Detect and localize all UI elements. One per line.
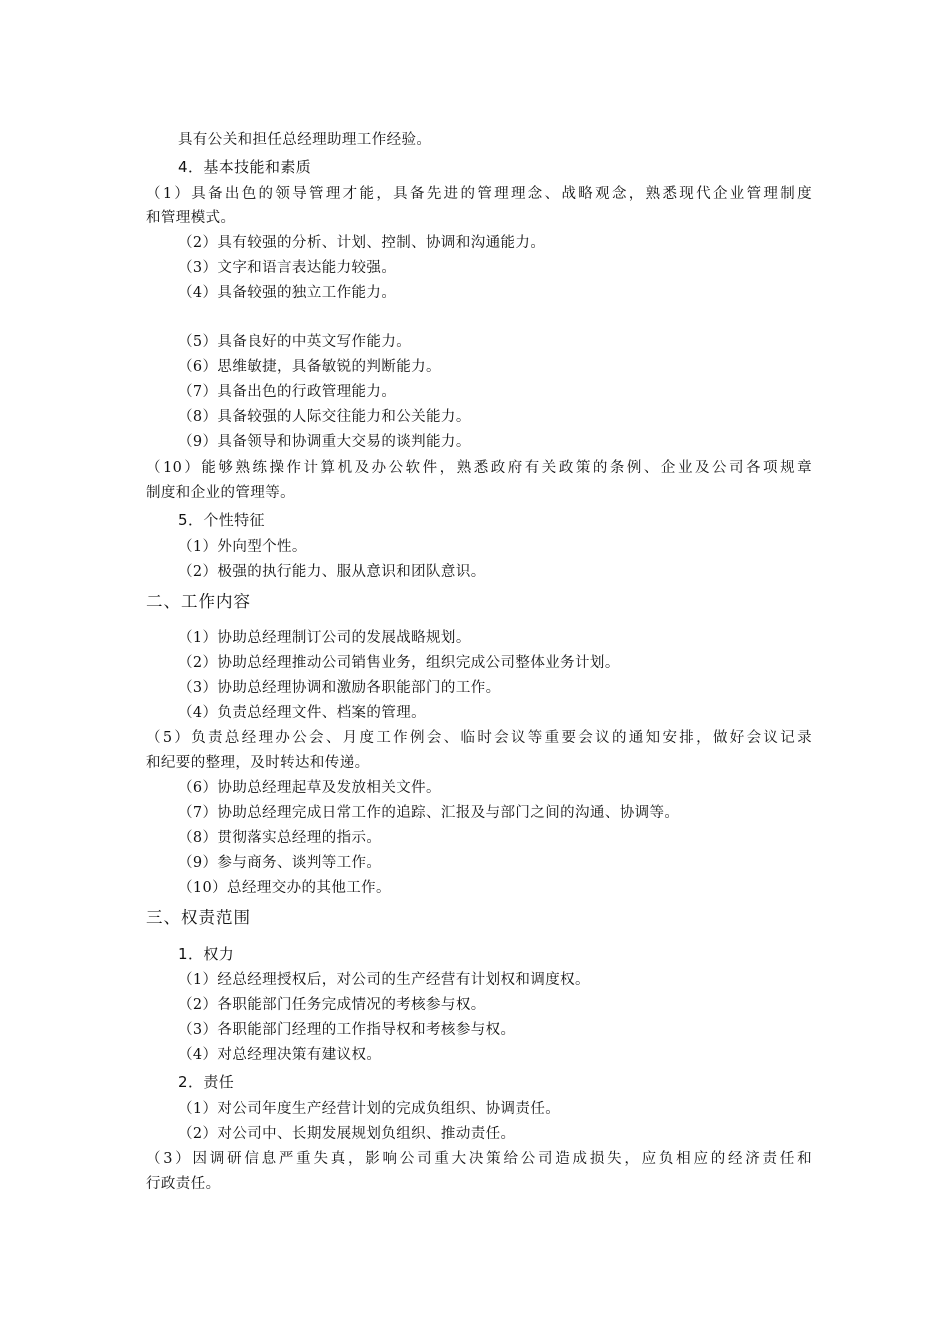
section-heading: 5．个性特征: [178, 511, 265, 529]
text-line: 和管理模式。: [146, 210, 236, 226]
text-line: 行政责任。: [146, 1176, 221, 1192]
chapter-heading: 三、权责范围: [146, 908, 251, 927]
text-line: （8）具备较强的人际交往能力和公关能力。: [178, 409, 471, 425]
text-line: （7）协助总经理完成日常工作的追踪、汇报及与部门之间的沟通、协调等。: [178, 805, 680, 821]
text-line: （1）经总经理授权后，对公司的生产经营有计划权和调度权。: [178, 972, 590, 988]
text-line: （1）具备出色的领导管理才能，具备先进的管理理念、战略观念，熟悉现代企业管理制度: [146, 186, 812, 202]
text-line: （7）具备出色的行政管理能力。: [178, 384, 397, 400]
text-line: （2）协助总经理推动公司销售业务，组织完成公司整体业务计划。: [178, 655, 620, 671]
chapter-heading: 二、工作内容: [146, 592, 251, 611]
text-line: （4）对总经理决策有建议权。: [178, 1047, 382, 1063]
text-line: （6）思维敏捷，具备敏锐的判断能力。: [178, 359, 441, 375]
text-line: （3）文字和语言表达能力较强。: [178, 260, 397, 276]
text-line: （3）各职能部门经理的工作指导权和考核参与权。: [178, 1022, 516, 1038]
section-heading: 2．责任: [178, 1073, 235, 1091]
text-line: （3）因调研信息严重失真，影响公司重大决策给公司造成损失，应负相应的经济责任和: [146, 1151, 812, 1167]
text-line: （4）负责总经理文件、档案的管理。: [178, 705, 427, 721]
text-line: 和纪要的整理，及时转达和传递。: [146, 755, 370, 771]
text-line: （10）能够熟练操作计算机及办公软件，熟悉政府有关政策的条例、企业及公司各项规章: [146, 460, 812, 476]
text-line: （2）极强的执行能力、服从意识和团队意识。: [178, 564, 486, 580]
text-line: （6）协助总经理起草及发放相关文件。: [178, 780, 441, 796]
text-line: 制度和企业的管理等。: [146, 485, 295, 501]
text-line: （10）总经理交办的其他工作。: [178, 880, 391, 896]
text-line: （2）各职能部门任务完成情况的考核参与权。: [178, 997, 486, 1013]
text-line: （9）参与商务、谈判等工作。: [178, 855, 382, 871]
section-heading: 4．基本技能和素质: [178, 158, 312, 176]
text-line: （2）具有较强的分析、计划、控制、协调和沟通能力。: [178, 235, 546, 251]
text-line: （3）协助总经理协调和激励各职能部门的工作。: [178, 680, 501, 696]
text-line: （1）外向型个性。: [178, 539, 307, 555]
text-line: （5）具备良好的中英文写作能力。: [178, 334, 412, 350]
text-line: （1）对公司年度生产经营计划的完成负组织、协调责任。: [178, 1101, 561, 1117]
section-heading: 1．权力: [178, 945, 235, 963]
text-line: （9）具备领导和协调重大交易的谈判能力。: [178, 434, 471, 450]
text-line: （2）对公司中、长期发展规划负组织、推动责任。: [178, 1126, 516, 1142]
text-line: （8）贯彻落实总经理的指示。: [178, 830, 382, 846]
text-line: 具有公关和担任总经理助理工作经验。: [178, 132, 432, 148]
text-line: （5）负责总经理办公会、月度工作例会、临时会议等重要会议的通知安排，做好会议记录: [146, 730, 812, 746]
text-line: （4）具备较强的独立工作能力。: [178, 285, 397, 301]
text-line: （1）协助总经理制订公司的发展战略规划。: [178, 630, 471, 646]
